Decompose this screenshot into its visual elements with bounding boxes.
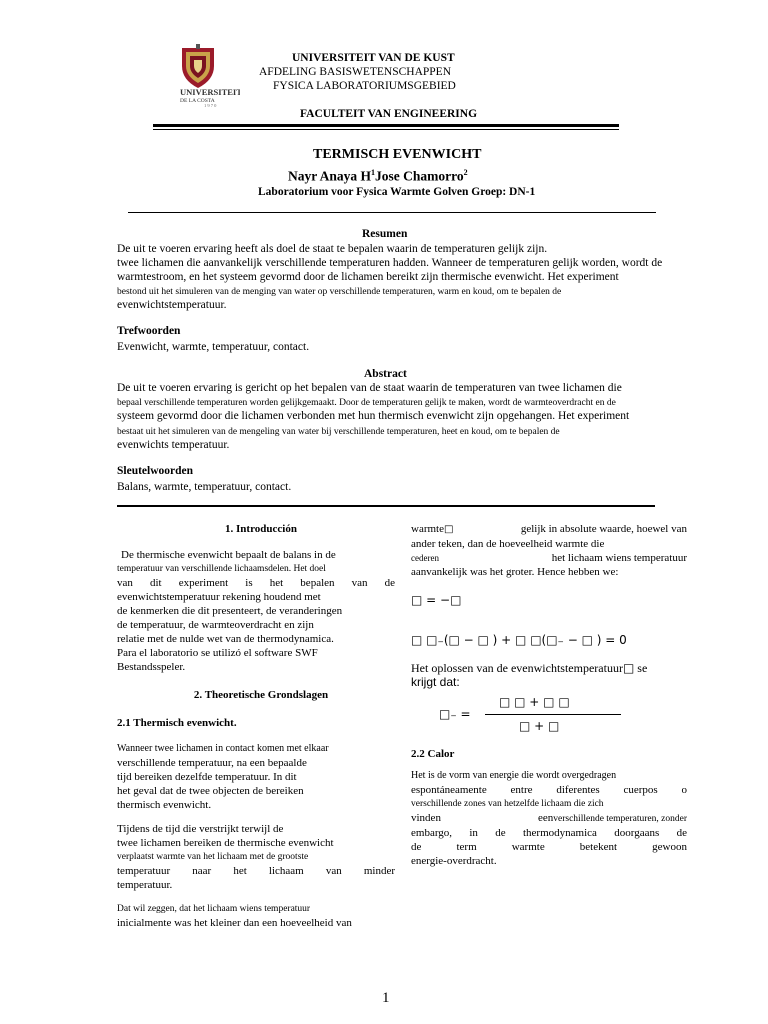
resumen-line-1: De uit te voeren ervaring heeft als doel de staat te bepalen waarin de temperaturen gelijk zijn. (117, 243, 548, 255)
p1-line-2: verschillende temperatuur, na een bepaalde (117, 757, 307, 769)
logo-text-main: UNIVERSITEIT (180, 87, 240, 97)
abstract-heading: Abstract (364, 368, 407, 380)
logo-year: 1 9 7 0 (204, 103, 217, 108)
calor-line-7: energie-overdracht. (411, 855, 497, 867)
university-logo (160, 44, 240, 108)
logo-text-sub: DE LA COSTA (180, 98, 215, 104)
abstract-line-2: bepaal verschillende temperaturen worden gelijkgemaakt. Door de temperaturen gelijk te maken, wordt de warmteoverdracht en de (117, 398, 616, 408)
section-2-1-heading: 2.1 Thermisch evenwicht. (117, 717, 237, 729)
intro-heading: 1. Introducción (225, 523, 297, 535)
calor-line-4-b: een (538, 812, 554, 824)
university-crest-icon (160, 44, 240, 108)
r-line-4: aanvankelijk was het groter. Hence hebben we: (411, 566, 619, 578)
equation-3-lhs: □₋ = (439, 707, 471, 721)
p3-line-1: Dat wil zeggen, dat het lichaam wiens temperatuur (117, 904, 311, 914)
authors (288, 168, 468, 185)
intro-line-9: Bestandsspeler. (117, 661, 186, 673)
section-2-2-heading: 2.2 Calor (411, 748, 455, 760)
calor-line-4-a: vinden (411, 812, 441, 824)
p3-line-2: inicialmente was het kleiner dan een hoeveelheid van (117, 917, 352, 929)
p2-line-4: temperatuur naar het lichaam van minder (117, 865, 395, 877)
r-line-1-rest: gelijk in absolute waarde, hoewel van (520, 523, 687, 535)
resumen-line-3: warmtestroom, en het systeem gevormd door de lichamen bereikt zijn thermische evenwicht. Het experiment (117, 271, 619, 283)
calor-line-6 (411, 840, 687, 854)
abstract-line-5: evenwichts temperatuur. (117, 439, 230, 451)
p2-line-1: Tijdens de tijd die verstrijkt terwijl de (117, 823, 284, 835)
left-column (117, 522, 395, 930)
right-column (411, 522, 687, 868)
p1-line-5: thermisch evenwicht. (117, 799, 212, 811)
r-line-3-word: cederen (411, 553, 439, 563)
solve-line-1-end: se (637, 661, 648, 675)
p2-line-5: temperatuur. (117, 879, 173, 891)
calor-line-4 (411, 811, 687, 826)
equation-1: □ = −□ (411, 593, 462, 607)
solve-line-1 (411, 661, 687, 675)
equation-3 (411, 695, 687, 739)
intro-line-6: de temperatuur, de warmteoverdracht en zijn (117, 619, 314, 631)
intro-line-3: van dit experiment is het bepalen van de (117, 577, 395, 589)
solve-line-1-text: Het oplossen van de evenwichtstemperatuur (411, 661, 623, 675)
r-line-2: ander teken, dan de hoeveelheid warmte die (411, 538, 605, 550)
author-1: Nayr Anaya H (288, 168, 372, 184)
p2-line-3: verplaatst warmte van het lichaam met de grootste (117, 852, 309, 862)
sleutelwoorden-text: Balans, warmte, temperatuur, contact. (117, 481, 292, 493)
paper-title: TERMISCH EVENWICHT (313, 147, 482, 162)
r-line-1 (411, 522, 687, 537)
p2-line-2: twee lichamen bereiken de thermische evenwicht (117, 837, 334, 849)
p1-line-4: het geval dat de twee objecten de bereiken (117, 785, 304, 797)
p1-line-3: tijd bereiken dezelfde temperatuur. In dit (117, 771, 297, 783)
resumen-heading: Resumen (362, 228, 408, 240)
calor-line-6-b: term (456, 841, 477, 853)
equation-3-numerator: □ □ + □ □ (499, 695, 570, 709)
intro-line-1: De thermische evenwicht bepaalt de balans in de (121, 549, 336, 561)
abstract-line-4: bestaat uit het simuleren van de mengeling van water bij verschillende temperaturen, heet en koud, om te bepalen de (117, 427, 560, 437)
header-department: AFDELING BASISWETENSCHAPPEN (259, 66, 451, 78)
equation-2: □ □₋(□ − □ ) + □ □(□₋ − □ ) = 0 (411, 633, 627, 647)
resumen-line-2: twee lichamen die aanvankelijk verschillende temperaturen hadden. Wanneer de temperaturen gelijk worden, wordt de (117, 257, 663, 269)
header-faculty: FACULTEIT VAN ENGINEERING (300, 108, 478, 120)
intro-line-7: relatie met de nulde wet van de thermodynamica. (117, 633, 334, 645)
calor-line-4-c: verschillende temperaturen, zonder (553, 814, 687, 824)
calor-line-6-c: warmte (511, 841, 545, 853)
r-line-3 (411, 551, 687, 565)
intro-line-8: Para el laboratorio se utilizó el software SWF (117, 647, 318, 659)
header-lab-area: FYSICA LABORATORIUMSGEBIED (273, 80, 456, 92)
solve-line-1-symbol: □ (622, 661, 635, 675)
header-rule-thin (153, 129, 619, 130)
resumen-line-4: bestond uit het simuleren van de menging van water op verschillende temperaturen, warm en koud, om te bepalen de (117, 287, 562, 297)
calor-line-5: embargo, in de thermodynamica doorgaans de (411, 827, 687, 839)
solve-line-2: krijgt dat: (411, 675, 460, 689)
author-2: Jose Chamorro (375, 168, 464, 184)
calor-line-3: verschillende zones van hetzelfde lichaam die zich (411, 799, 604, 809)
r-line-1-word: warmte (411, 523, 444, 535)
header-university: UNIVERSITEIT VAN DE KUST (292, 52, 455, 64)
intro-line-5: de kenmerken die dit presenteert, de veranderingen (117, 605, 343, 617)
calor-line-6-a: de (411, 841, 422, 853)
abstract-line-3: systeem gevormd door die lichamen verbonden met hun thermisch evenwicht zijn opgehangen. Het experiment (117, 410, 630, 422)
author-1-affil: 1 (371, 168, 376, 177)
p1-line-1: Wanneer twee lichamen in contact komen met elkaar (117, 743, 329, 754)
calor-line-6-d: betekent (579, 841, 618, 853)
r-line-3-rest: het lichaam wiens temperatuur (551, 552, 687, 564)
calor-line-1: Het is de vorm van energie die wordt overgedragen (411, 770, 617, 781)
equation-3-fraction-bar (485, 714, 621, 715)
title-rule (128, 212, 656, 213)
resumen-line-5: evenwichtstemperatuur. (117, 299, 227, 311)
intro-line-2: temperatuur van verschillende lichaamsdelen. Het doel (117, 564, 326, 574)
trefwoorden-heading: Trefwoorden (117, 325, 181, 337)
abstract-line-1: De uit te voeren ervaring is gericht op het bepalen van de staat waarin de temperaturen van twee lichamen die (117, 382, 622, 394)
lab-line: Laboratorium voor Fysica Warmte Golven Groep: DN-1 (258, 186, 536, 198)
header-rule-thick (153, 124, 619, 127)
page-number: 1 (382, 990, 390, 1006)
calor-line-2: espontáneamente entre diferentes cuerpos o (411, 784, 687, 796)
author-2-affil: 2 (463, 168, 468, 177)
equation-3-denominator: □ + □ (519, 719, 560, 733)
sleutelwoorden-heading: Sleutelwoorden (117, 465, 194, 477)
trefwoorden-text: Evenwicht, warmte, temperatuur, contact. (117, 341, 310, 353)
intro-line-4: evenwichtstemperatuur rekening houdend met (117, 591, 321, 603)
calor-line-6-e: gewoon (652, 841, 687, 853)
symbol-placeholder-icon: □ (443, 524, 454, 535)
theory-heading: 2. Theoretische Grondslagen (193, 689, 329, 701)
abstract-rule (117, 505, 655, 507)
